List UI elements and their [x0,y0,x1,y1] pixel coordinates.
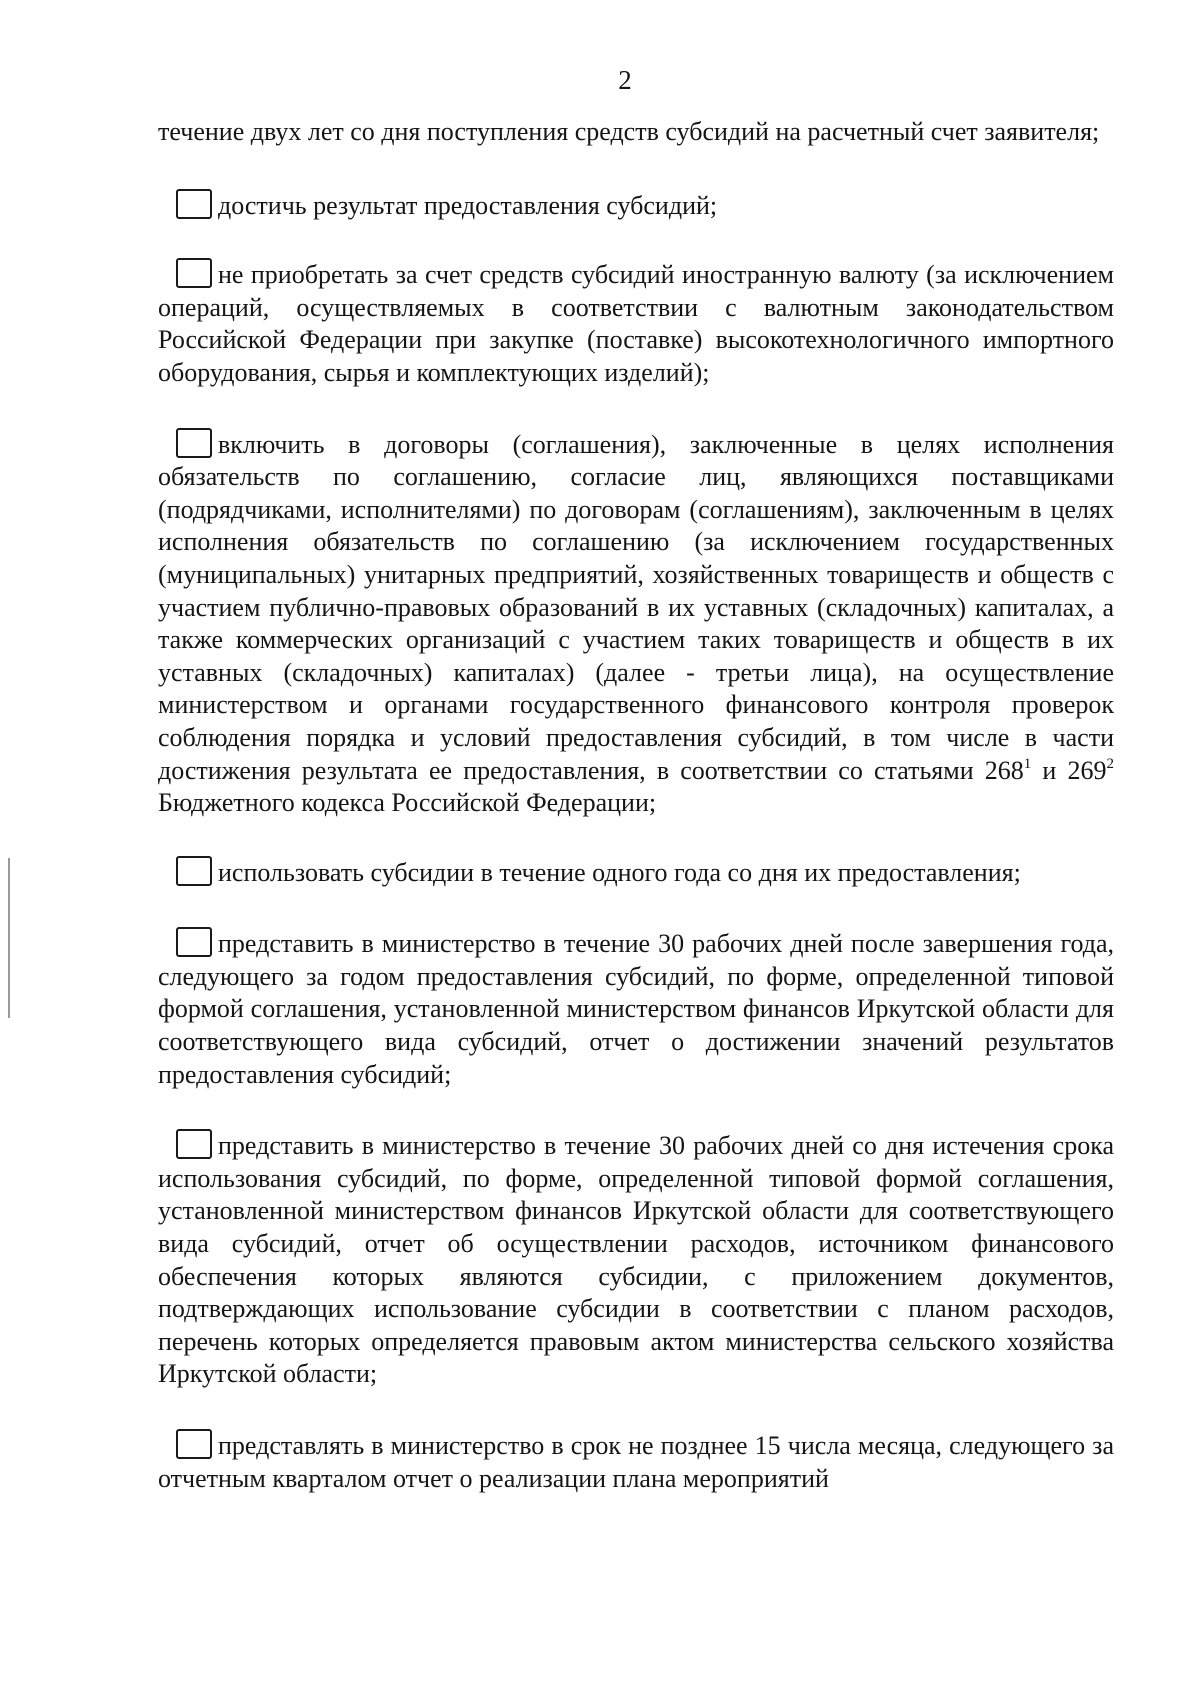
list-item [158,428,1114,820]
checkbox-icon[interactable] [176,258,212,288]
document-body [158,116,1114,1495]
item-text: использовать субсидии в течение одного года со дня их предоставления; [218,857,1021,887]
checkbox-icon[interactable] [176,1429,212,1459]
article-number: 269 [1067,755,1107,785]
item-text: Бюджетного кодекса Российской Федерации; [158,788,657,818]
item-text: представлять в министерство в срок не позднее 15 числа месяца, следующего за отчетным кварталом отчет о реализации плана мероприятий [158,1431,1114,1493]
item-text: достичь результат предоставления субсидий; [218,190,718,220]
article-number: 268 [984,755,1024,785]
list-item [158,856,1114,890]
list-item [158,1129,1114,1391]
article-superscript: 1 [1023,755,1032,772]
checkbox-icon[interactable] [176,1129,212,1159]
list-item [158,927,1114,1091]
checkbox-icon[interactable] [176,856,212,886]
list-item [158,189,1114,223]
intro-paragraph: течение двух лет со дня поступления средств субсидий на расчетный счет заявителя; [158,117,1100,146]
article-superscript: 2 [1106,755,1114,772]
checkbox-icon[interactable] [176,189,212,219]
list-item [158,1429,1114,1495]
item-text: и [1031,755,1068,785]
checkbox-icon[interactable] [176,428,212,458]
list-item [158,258,1114,389]
page-number: 2 [618,65,632,95]
checkbox-icon[interactable] [176,927,212,957]
scan-edge-mark [8,858,10,1018]
item-text: представить в министерство в течение 30 рабочих дней после завершения года, следующего за годом предоставления субсидий, по форме, определенной типовой формой соглашения, установленной министерством финансов Иркутской области для соответствующего вида субсидий, отчет о достижении значений результатов предоставления субсидий; [158,929,1114,1089]
item-text: не приобретать за счет средств субсидий иностранную валюту (за исключением операций, осуществляемых в соответствии с валютным законодательством Российской Федерации при закупке (поставке) высокотехнологичного импортного оборудования, сырья и комплектующих изделий); [158,260,1114,387]
item-text: представить в министерство в течение 30 рабочих дней со дня истечения срока использования субсидий, по форме, определенной типовой формой соглашения, установленной министерством финансов Иркутской области для соответствующего вида субсидий, отчет об осуществлении расходов, источником финансового обеспечения которых являются субсидии, с приложением документов, подтверждающих использование субсидии в соответствии с планом расходов, перечень которых определяется правовым актом министерства сельского хозяйства Иркутской области; [158,1131,1114,1389]
item-text: включить в договоры (соглашения), заключенные в целях исполнения обязательств по соглашению, согласие лиц, являющихся поставщиками (подрядчиками, исполнителями) по договорам (соглашениям), заключенным в целях исполнения обязательств по соглашению (за исключением государственных (муниципальных) унитарных предприятий, хозяйственных товариществ и обществ с участием публично-правовых образований в их уставных (складочных) капиталах, а также коммерческих организаций с участием таких товариществ и обществ в их уставных (складочных) капиталах) (далее - третьи лица), на осуществление министерством и органами государственного финансового контроля проверок соблюдения порядка и условий предоставления субсидий, в том числе в части достижения результата ее предоставления, в соответствии со статьями [158,429,1114,785]
